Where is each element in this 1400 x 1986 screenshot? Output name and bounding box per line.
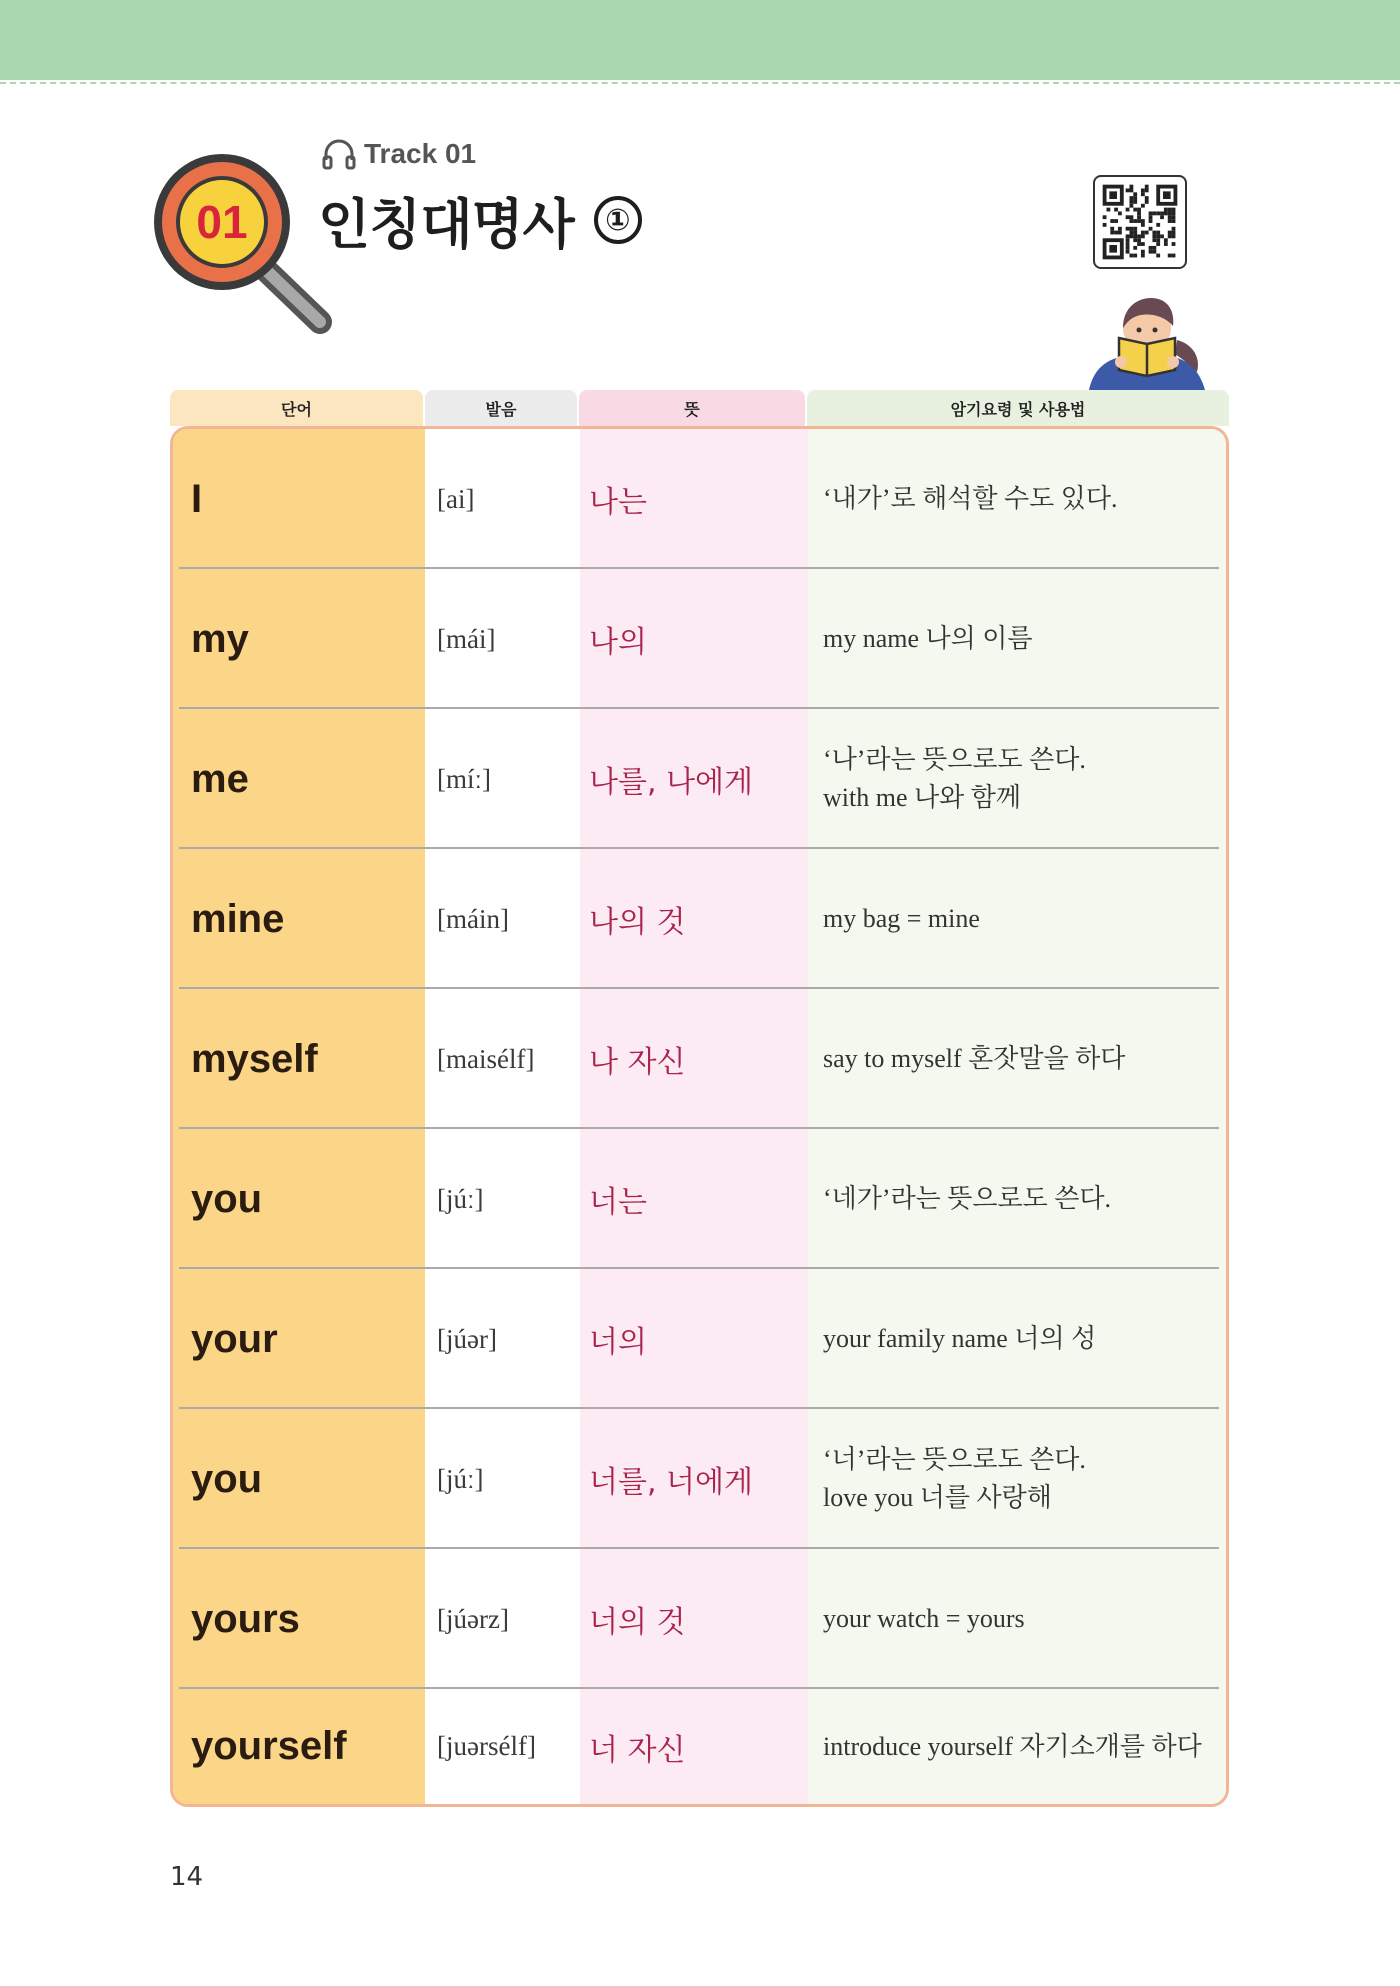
qr-finder-top-right (1156, 185, 1177, 206)
tip-cell (823, 569, 1228, 709)
qr-module (1126, 215, 1130, 219)
qr-module (1164, 242, 1168, 246)
qr-module (1141, 234, 1145, 238)
qr-module (1129, 215, 1133, 219)
qr-module (1156, 231, 1160, 235)
tip-line: ‘너’라는 뜻으로도 쓴다. (823, 1445, 1086, 1474)
qr-module (1141, 188, 1145, 192)
word-cell: yours (191, 1596, 300, 1641)
tip-cell (823, 1269, 1228, 1409)
word-cell: your (191, 1316, 278, 1361)
qr-module (1126, 246, 1130, 250)
top-color-band (0, 0, 1400, 80)
pronunciation-cell: [júː] (437, 1463, 484, 1494)
qr-module (1168, 231, 1172, 235)
qr-module (1172, 219, 1176, 223)
meaning-cell: 나의 것 (589, 905, 686, 940)
magnifier-handle-icon (268, 272, 320, 322)
qr-module (1141, 192, 1145, 196)
tip-line: say to myself 혼잣말을 하다 (823, 1044, 1126, 1073)
word-cell: I (191, 476, 203, 521)
track-label-group[interactable] (322, 134, 476, 174)
qr-module (1141, 204, 1145, 208)
pronunciation-cell: [míː] (437, 763, 491, 794)
pronunciation-cell: [juərsélf] (437, 1731, 536, 1761)
qr-module (1172, 254, 1176, 258)
qr-module (1133, 238, 1137, 242)
qr-module (1129, 227, 1133, 231)
qr-module (1137, 208, 1141, 212)
tip-line: my bag = mine (823, 904, 980, 933)
qr-module (1156, 238, 1160, 242)
qr-module (1129, 234, 1133, 238)
qr-module (1172, 242, 1176, 246)
qr-module (1141, 231, 1145, 235)
tip-line: ‘네가’라는 뜻으로도 쓴다. (823, 1184, 1111, 1213)
qr-module (1126, 234, 1130, 238)
qr-module (1152, 234, 1156, 238)
word-cell: my (191, 616, 249, 661)
qr-module (1137, 238, 1141, 242)
qr-module (1133, 208, 1137, 212)
qr-module (1126, 188, 1130, 192)
qr-module (1164, 211, 1168, 215)
pronunciation-cell: [máin] (437, 903, 509, 934)
qr-module (1129, 196, 1133, 200)
qr-module (1129, 231, 1133, 235)
qr-module (1126, 250, 1130, 254)
qr-module (1156, 223, 1160, 227)
vocabulary-table (170, 426, 1229, 1807)
qr-module (1172, 208, 1176, 212)
meaning-cell: 너를, 너에게 (589, 1465, 753, 1500)
qr-module (1126, 242, 1130, 246)
qr-module (1145, 185, 1149, 189)
qr-module (1110, 231, 1114, 235)
qr-module (1126, 238, 1130, 242)
table-row (173, 1409, 1226, 1549)
meaning-cell: 나를, 나에게 (589, 765, 753, 800)
qr-module (1160, 234, 1164, 238)
qr-module (1149, 211, 1153, 215)
tip-line: introduce yourself 자기소개를 하다 (823, 1731, 1202, 1761)
qr-module (1145, 200, 1149, 204)
tip-cell (823, 1689, 1228, 1804)
table-row (173, 429, 1226, 569)
qr-module (1133, 219, 1137, 223)
pronunciation-cell: [mái] (437, 623, 496, 654)
qr-module (1168, 254, 1172, 258)
track-label: Track 01 (364, 138, 477, 169)
table-row (173, 849, 1226, 989)
table-row (173, 709, 1226, 849)
qr-module (1141, 254, 1145, 258)
badge-number: 01 (196, 196, 248, 248)
tip-cell (823, 709, 1228, 849)
qr-module (1126, 227, 1130, 231)
qr-module (1164, 238, 1168, 242)
qr-module (1141, 219, 1145, 223)
qr-module (1160, 215, 1164, 219)
qr-module (1103, 215, 1107, 219)
page-number: 14 (170, 1862, 204, 1892)
tip-cell (823, 429, 1228, 569)
qr-module (1156, 242, 1160, 246)
header-pronunciation: 발음 (425, 390, 577, 426)
qr-module (1126, 208, 1130, 212)
tip-cell (823, 1549, 1228, 1689)
qr-module (1152, 211, 1156, 215)
qr-module (1156, 211, 1160, 215)
top-dashed-line (0, 82, 1400, 84)
meaning-cell: 나 자신 (589, 1045, 686, 1080)
qr-module (1172, 234, 1176, 238)
qr-module (1141, 223, 1145, 227)
qr-module (1168, 215, 1172, 219)
qr-module (1133, 200, 1137, 204)
qr-module (1156, 234, 1160, 238)
qr-module (1156, 254, 1160, 258)
qr-module (1114, 219, 1118, 223)
qr-module (1133, 192, 1137, 196)
title-circled-number: ① (594, 196, 642, 244)
word-cell: you (191, 1176, 263, 1221)
qr-finder-top-left (1103, 185, 1124, 206)
qr-module (1133, 227, 1137, 231)
qr-code-icon[interactable] (1093, 175, 1187, 269)
meaning-cell: 너 자신 (589, 1732, 686, 1768)
qr-module (1137, 219, 1141, 223)
qr-module (1114, 208, 1118, 212)
title-text: 인칭대명사 (318, 192, 574, 256)
qr-module (1118, 211, 1122, 215)
word-cell: you (191, 1456, 263, 1501)
qr-module (1172, 231, 1176, 235)
qr-module (1137, 211, 1141, 215)
magnifier-badge (150, 150, 340, 340)
qr-module (1172, 227, 1176, 231)
qr-module (1137, 215, 1141, 219)
qr-module (1133, 196, 1137, 200)
qr-module (1103, 223, 1107, 227)
word-cell: me (191, 756, 249, 801)
pronunciation-cell: [maisélf] (437, 1043, 535, 1074)
qr-module (1110, 219, 1114, 223)
meaning-cell: 나는 (589, 485, 647, 520)
qr-module (1149, 215, 1153, 219)
qr-module (1149, 227, 1153, 231)
qr-module (1152, 238, 1156, 242)
word-cell: mine (191, 896, 285, 941)
qr-module (1137, 234, 1141, 238)
qr-module (1129, 204, 1133, 208)
qr-module (1168, 234, 1172, 238)
header-tips: 암기요령 및 사용법 (807, 390, 1229, 426)
qr-module (1172, 215, 1176, 219)
tip-line: your family name 너의 성 (823, 1324, 1097, 1353)
pronunciation-cell: [júː] (437, 1183, 484, 1214)
qr-module (1110, 227, 1114, 231)
meaning-cell: 너의 (589, 1325, 647, 1360)
table-row (173, 1129, 1226, 1269)
table-row (173, 569, 1226, 709)
headphones-icon (322, 138, 356, 170)
qr-module (1152, 246, 1156, 250)
qr-module (1145, 231, 1149, 235)
qr-module (1133, 246, 1137, 250)
qr-finder-bottom-left (1103, 238, 1124, 259)
qr-module (1114, 231, 1118, 235)
qr-module (1129, 188, 1133, 192)
qr-module (1149, 219, 1153, 223)
pronunciation-cell: [júərz] (437, 1603, 509, 1634)
qr-module (1164, 208, 1168, 212)
qr-module (1129, 200, 1133, 204)
qr-module (1145, 196, 1149, 200)
qr-module (1152, 250, 1156, 254)
qr-module (1172, 211, 1176, 215)
qr-module (1152, 231, 1156, 235)
qr-module (1106, 208, 1110, 212)
meaning-cell: 나의 (589, 625, 647, 660)
header-word: 단어 (170, 390, 423, 426)
tip-cell (823, 849, 1228, 989)
qr-module (1168, 211, 1172, 215)
tip-cell (823, 989, 1228, 1129)
qr-module (1133, 254, 1137, 258)
qr-module (1129, 185, 1133, 189)
tip-cell (823, 1129, 1228, 1269)
tip-line: my name 나의 이름 (823, 624, 1033, 653)
tip-cell (823, 1409, 1228, 1549)
qr-module (1145, 188, 1149, 192)
qr-module (1129, 219, 1133, 223)
qr-module (1168, 219, 1172, 223)
qr-module (1133, 231, 1137, 235)
table-row (173, 1549, 1226, 1689)
word-cell: myself (191, 1036, 318, 1081)
qr-module (1118, 231, 1122, 235)
pronunciation-cell: [júər] (437, 1323, 497, 1354)
qr-module (1118, 227, 1122, 231)
table-row (173, 1689, 1226, 1804)
header-meaning: 뜻 (579, 390, 805, 426)
qr-module (1160, 211, 1164, 215)
qr-module (1137, 242, 1141, 246)
meaning-cell: 너의 것 (589, 1605, 686, 1640)
page-title (318, 180, 642, 260)
girl-reading-book-icon (1085, 292, 1210, 390)
word-cell: yourself (191, 1724, 347, 1768)
table-row (173, 1269, 1226, 1409)
qr-module (1129, 254, 1133, 258)
pronunciation-cell: [ai] (437, 483, 475, 514)
table-row (173, 989, 1226, 1129)
meaning-cell: 너는 (589, 1185, 647, 1220)
tip-line: love you 너를 사랑해 (823, 1483, 1052, 1512)
tip-line: ‘내가’로 해석할 수도 있다. (823, 484, 1118, 513)
qr-module (1149, 250, 1153, 254)
qr-module (1133, 234, 1137, 238)
qr-module (1141, 250, 1145, 254)
qr-module (1149, 246, 1153, 250)
qr-module (1141, 242, 1145, 246)
tip-line: ‘나’라는 뜻으로도 쓴다. (823, 745, 1086, 774)
qr-module (1168, 208, 1172, 212)
tip-line: with me 나와 함께 (823, 783, 1021, 812)
tip-line: your watch = yours (823, 1604, 1025, 1633)
